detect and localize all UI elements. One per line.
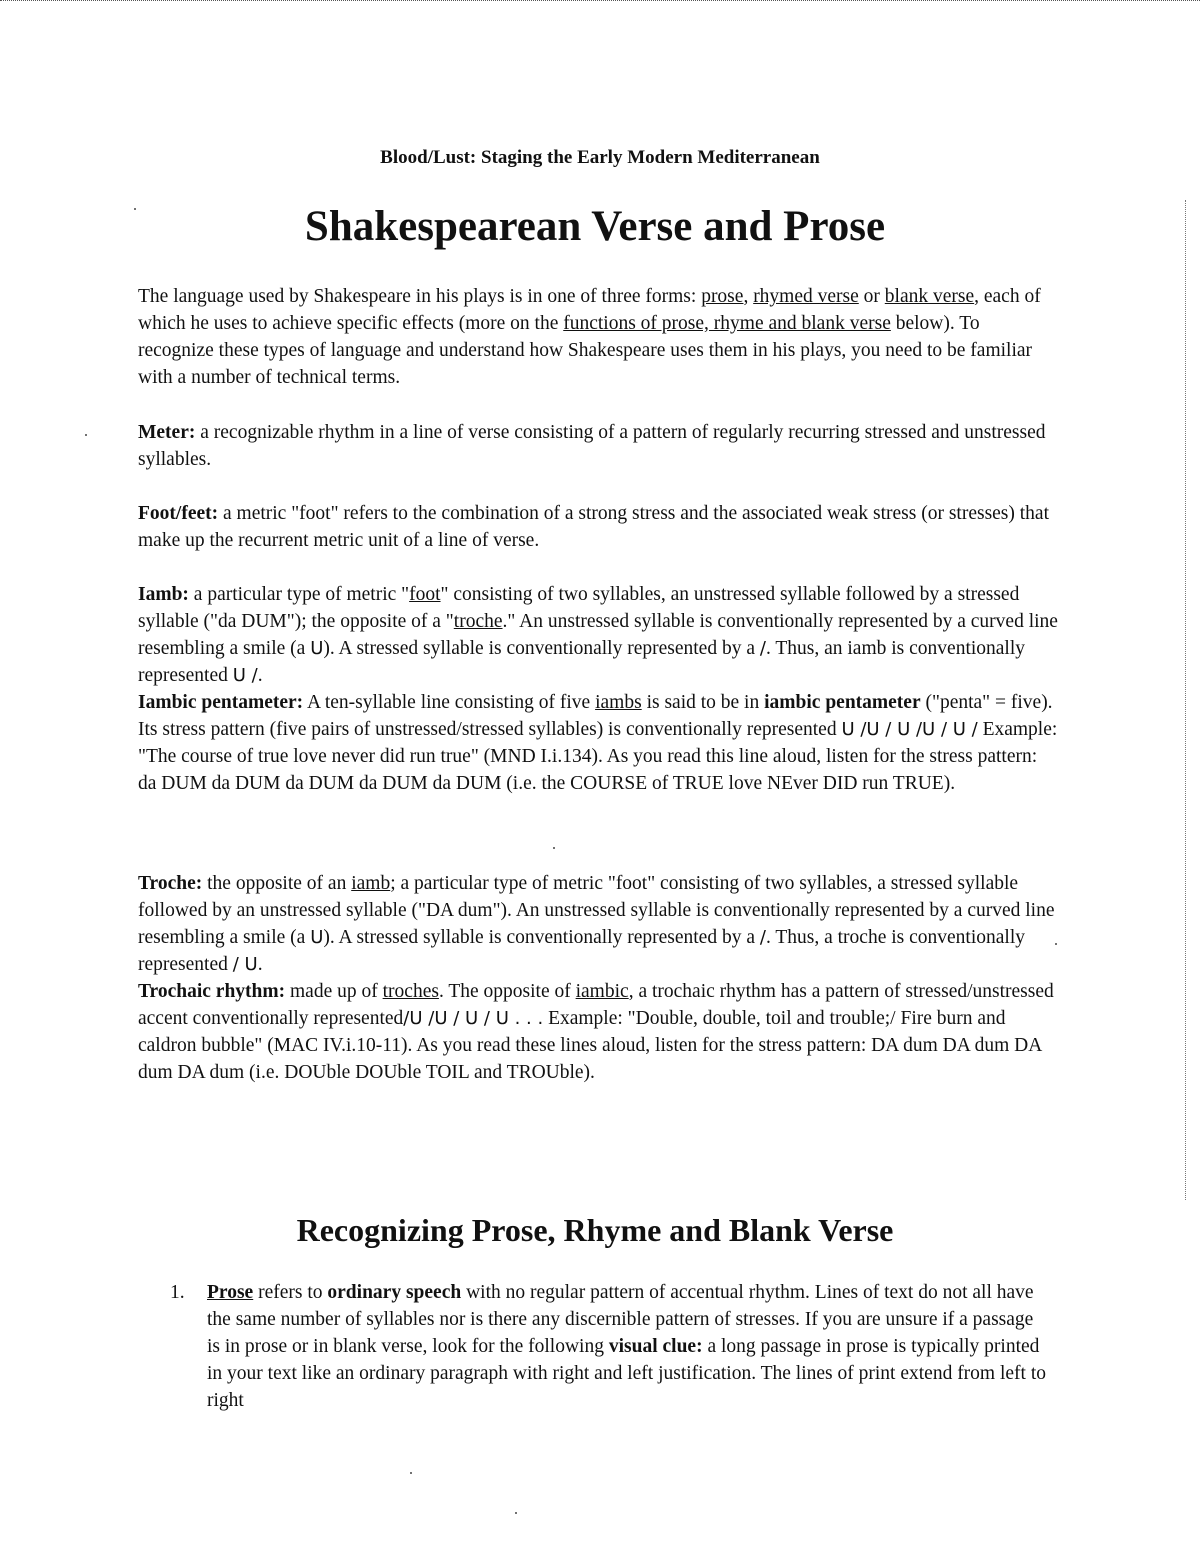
trochaic-rhythm-definition: Trochaic rhythm: made up of troches. The opposite of iambic, a trochaic rhythm has a pattern of stressed/unstressed accent conventionally represented/U /U / U / U . . . Example: "Double, double, toil and trouble;/ Fire burn and caldron bubble" (MAC IV.i.10-11). As you read these lines aloud, listen for the stress pattern: DA dum DA dum DA dum DA dum (i.e. DOUble DOUble TOIL and TROUble).	[138, 981, 1054, 1083]
scan-speck	[85, 434, 87, 436]
scan-edge-top	[0, 0, 1200, 3]
iambic-pentameter-definition: Iambic pentameter: A ten-syllable line consisting of five iambs is said to be in iambic pentameter ("penta" = five). Its stress pattern (five pairs of unstressed/stressed syllables) is conventionally represented U /U / U /U / U / Example: "The course of true love never did run true" (MND I.i.134). As you read this line aloud, listen for the stress pattern: da DUM da DUM da DUM da DUM da DUM (i.e. the COURSE of TRUE love NEver DID run TRUE).	[138, 692, 1058, 794]
intro-paragraph: The language used by Shakespeare in his plays is in one of three forms: prose, rhymed verse or blank verse, each of which he uses to achieve specific effects (more on the functions of prose, rhyme and blank verse below). To recognize these types of language and understand how Shakespeare uses them in his plays, you need to be familiar with a number of technical terms.	[138, 286, 1041, 388]
scan-speck	[515, 1512, 517, 1514]
foot-definition: Foot/feet: a metric "foot" refers to the combination of a strong stress and the associated weak stress (or stresses) that make up the recurrent metric unit of a line of verse.	[138, 503, 1050, 551]
list-item-prose: Prose refers to ordinary speech with no regular pattern of accentual rhythm. Lines of text do not all have the same number of syllables nor is there any discernible pattern of stresses. If you are unsure if a passage is in prose or in blank verse, look for the following visual clue: a long passage in prose is typically printed in your text like an ordinary paragraph with right and left justification. The lines of print extend from left to right	[207, 1282, 1046, 1411]
section-heading: Recognizing Prose, Rhyme and Blank Verse	[296, 1212, 894, 1248]
scan-edge-right	[1185, 200, 1186, 1200]
meter-definition: Meter: a recognizable rhythm in a line of verse consisting of a pattern of regularly recurring stressed and unstressed syllables.	[138, 422, 1046, 470]
iamb-definition: Iamb: a particular type of metric "foot" consisting of two syllables, an unstressed syllable followed by a stressed syllable ("da DUM"); the opposite of a "troche." An unstressed syllable is conventionally represented by a curved line resembling a smile (a U). A stressed syllable is conventionally represented by a /. Thus, an iamb is conventionally represented U /. Iambic pentameter: A ten-syllable line consisting of five iambs is said to be in iambic pentameter ("penta" = five). Its stress pattern (five pairs of unstressed/stressed syllables) is conventionally represented U /U / U /U / U / Example: "The course of true love never did run true" (MND I.i.134). As you read this line aloud, listen for the stress pattern: da DUM da DUM da DUM da DUM da DUM (i.e. the COURSE of TRUE love NEver DID run TRUE).	[138, 581, 1058, 797]
scan-speck	[410, 1472, 412, 1474]
scan-speck	[553, 847, 555, 849]
troche-definition: Troche: the opposite of an iamb; a particular type of metric "foot" consisting of two syllables, a stressed syllable followed by an unstressed syllable ("DA dum"). An unstressed syllable is conventionally represented by a curved line resembling a smile (a U). A stressed syllable is conventionally represented by a /. Thus, a troche is conventionally represented / U. Trochaic rhythm: made up of troches. The opposite of iambic, a trochaic rhythm has a pattern of stressed/unstressed accent conventionally represented/U /U / U / U . . . Example: "Double, double, toil and trouble;/ Fire burn and caldron bubble" (MAC IV.i.10-11). As you read these lines aloud, listen for the stress pattern: DA dum DA dum DA dum DA dum (i.e. DOUble DOUble TOIL and TROUble).	[138, 870, 1058, 1086]
numbered-list	[170, 1279, 1050, 1414]
course-header: Blood/Lust: Staging the Early Modern Mediterranean	[380, 147, 820, 168]
page-title: Shakespearean Verse and Prose	[304, 203, 886, 250]
list-number: 1.	[170, 1282, 185, 1303]
